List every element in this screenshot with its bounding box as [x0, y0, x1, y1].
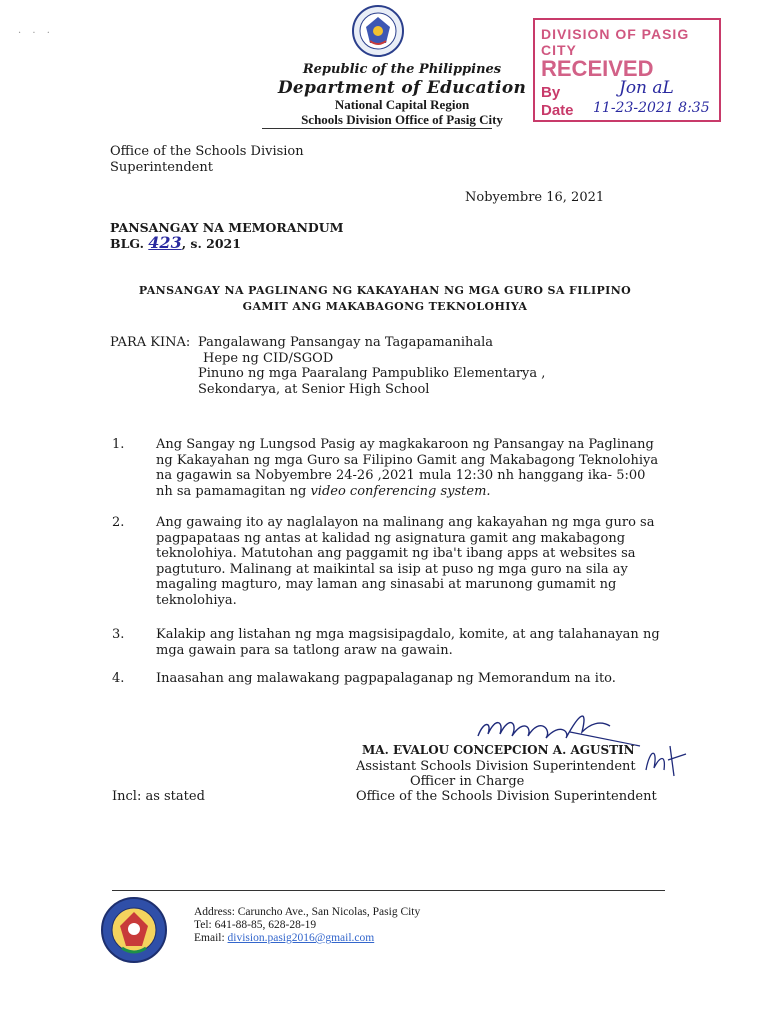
footer-email-link[interactable]: division.pasig2016@gmail.com	[227, 932, 375, 944]
item-1-line-3: na gagawin sa Nobyembre 24-26 ,2021 mula 12:30 nh hanggang ika- 5:00	[156, 468, 646, 483]
recipient-3: Pinuno ng mga Paaralang Pampubliko Elementarya ,	[198, 366, 546, 381]
memo-subject	[110, 283, 660, 315]
item-number-4: 4.	[112, 671, 125, 686]
item-number-1: 1.	[112, 437, 125, 452]
office-line-1: Office of the Schools Division	[110, 144, 304, 159]
memo-title: PANSANGAY NA MEMORANDUM	[110, 220, 344, 235]
item-body-2	[156, 515, 660, 608]
signatory-position-1: Assistant Schools Division Superintendent	[356, 759, 636, 774]
subject-line-2: GAMIT ANG MAKABAGONG TEKNOLOHIYA	[242, 300, 528, 313]
signatory-name: MA. EVALOU CONCEPCION A. AGUSTIN	[362, 743, 635, 757]
memo-number	[110, 235, 241, 252]
item-number-2: 2.	[112, 515, 125, 530]
footer-divider	[112, 890, 665, 891]
item-2-line-6: teknolohiya.	[156, 592, 237, 608]
item-2-line-5: magaling magturo, may laman ang sinasabi at marunong gumamit ng	[156, 577, 617, 592]
recipient-4: Sekondarya, at Senior High School	[198, 381, 430, 397]
scan-marks: · · ·	[18, 28, 54, 39]
item-2-line-1: Ang gawaing ito ay naglalayon na malinang ang kakayahan ng mga guro sa	[156, 515, 655, 530]
memo-number-suffix: , s. 2021	[181, 236, 241, 251]
footer-email	[194, 932, 374, 945]
footer-address: Address: Caruncho Ave., San Nicolas, Pasig City	[194, 906, 421, 918]
office-line-2: Superintendent	[110, 159, 213, 175]
stamp-date-label: Date	[541, 102, 574, 119]
stamp-title: DIVISION OF PASIG CITY	[541, 26, 690, 58]
memo-number-value: 423	[148, 233, 182, 252]
received-stamp	[533, 18, 721, 122]
stamp-by-label: By	[541, 84, 561, 101]
item-1-line-1: Ang Sangay ng Lungsod Pasig ay magkakaroon ng Pansangay na Paglinang	[156, 437, 654, 452]
header-division: Schools Division Office of Pasig City	[301, 112, 503, 127]
recipient-2: Hepe ng CID/SGOD	[203, 350, 334, 366]
item-1-line-4	[156, 484, 660, 500]
item-number-3: 3.	[112, 627, 125, 642]
recipient-1: Pangalawang Pansangay na Tagapamanihala	[198, 335, 494, 350]
subject-line-1: PANSANGAY NA PAGLINANG NG KAKAYAHAN NG MGA GURO SA FILIPINO	[138, 284, 632, 297]
signatory-position-3: Office of the Schools Division Superintendent	[356, 789, 657, 804]
header-region: National Capital Region	[334, 97, 470, 112]
deped-seal-logo	[352, 5, 404, 57]
enclosure-note: Incl: as stated	[112, 789, 205, 804]
item-body-1	[156, 437, 660, 499]
para-kina-recipients	[198, 335, 545, 397]
stamp-date-handwriting: 11-23-2021 8:35	[593, 100, 710, 116]
memo-date: Nobyembre 16, 2021	[465, 190, 605, 205]
footer-email-label: Email:	[194, 932, 228, 944]
item-body-3	[156, 627, 660, 658]
memo-number-prefix: BLG.	[110, 236, 144, 251]
item-2-line-2: pagpapataas ng antas at kalidad ng asignatura gamit ang makabagong	[156, 530, 626, 546]
stamp-received: RECEIVED	[541, 56, 654, 81]
item-1-line-4-plain: nh sa pamamagitan ng	[156, 483, 311, 499]
item-4-line-1: Inaasahan ang malawakang pagpapalaganap ng Memorandum na ito.	[156, 671, 616, 686]
item-2-line-3: teknolohiya. Matutohan ang paggamit ng iba't ibang apps at websites sa	[156, 546, 636, 561]
item-2-line-4: pagtuturo. Malinang at maikintal sa isip at puso ng mga guro na sila ay	[156, 561, 628, 577]
item-body-4	[156, 671, 660, 687]
signatory-position-2: Officer in Charge	[410, 774, 525, 789]
header-republic: Republic of the Philippines	[302, 62, 502, 77]
item-1-line-2: ng Kakayahan ng mga Guro sa Filipino Gamit ang Makabagong Teknolohiya	[156, 452, 659, 468]
pasig-division-seal-logo	[100, 896, 168, 964]
footer-telephone: Tel: 641-88-85, 628-28-19	[194, 919, 317, 931]
header-divider	[262, 128, 492, 129]
stamp-by-handwriting: Jon aL	[619, 78, 674, 98]
handwritten-initial	[640, 740, 690, 780]
para-kina-label: PARA KINA:	[110, 335, 191, 350]
item-3-line-2: mga gawain para sa tatlong araw na gawain.	[156, 642, 453, 658]
office-block	[110, 144, 304, 175]
item-1-line-4-italic: video conferencing system.	[310, 483, 491, 499]
item-3-line-1: Kalakip ang listahan ng mga magsisipagdalo, komite, at ang talahanayan ng	[156, 627, 660, 642]
header-department: Department of Education	[277, 78, 527, 98]
